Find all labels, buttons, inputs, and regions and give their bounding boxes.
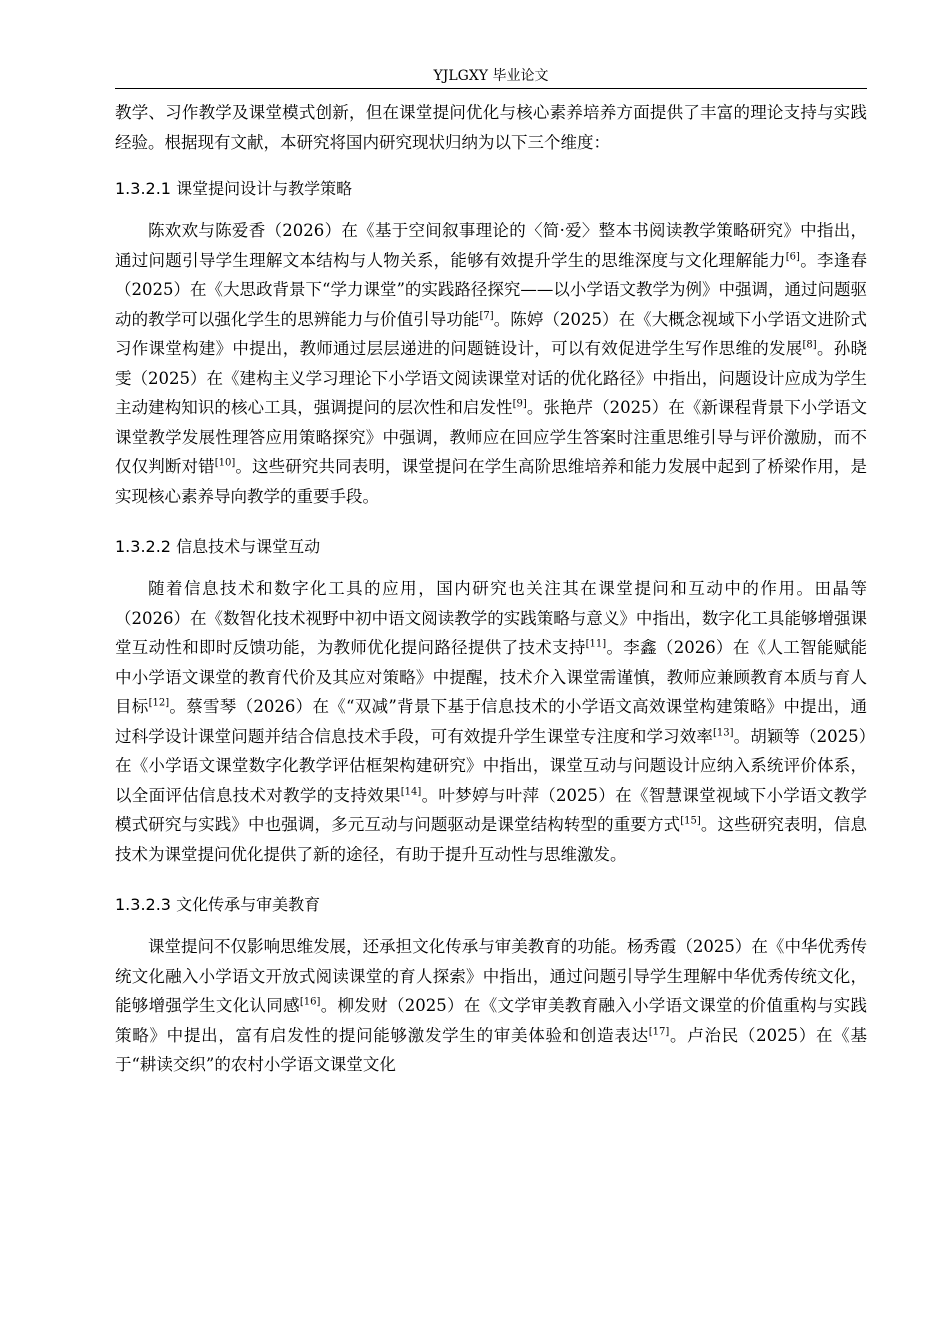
section-heading: 1.3.2.2 信息技术与课堂互动 bbox=[115, 537, 321, 556]
running-header: YJLGXY 毕业论文 bbox=[433, 68, 549, 84]
citation-ref: [10] bbox=[214, 457, 236, 469]
intro-paragraph: 教学、习作教学及课堂模式创新，但在课堂提问优化与核心素养培养方面提供了丰富的理论支持与实践经验。根据现有文献，本研究将国内研究现状归纳为以下三个维度： bbox=[115, 103, 867, 152]
paragraph-text: 。孙晓雯（2025）在《建构主义学习理论下小学语文阅读课堂对话的优化路径》中指出，问题设计应成为学生主动建构知识的核心工具，强调提问的层次性和启发性 bbox=[115, 339, 868, 417]
citation-ref: [7] bbox=[479, 310, 494, 321]
paragraph-text: 随着信息技术和数字化工具的应用，国内研究也关注其在课堂提问和互动中的作用。田晶等（2026）在《数智化技术视野中初中语文阅读教学的实践策略与意义》中指出，数字化工具能够增强课堂互动性和即时反馈功能，为教师优化提问路径提供了技术支持 bbox=[115, 579, 867, 657]
section-paragraph bbox=[115, 574, 867, 869]
citation-ref: [6] bbox=[785, 251, 800, 262]
document-body bbox=[115, 98, 867, 1080]
paragraph-text: 。张艳芹（2025）在《新课程背景下小学语文课堂教学发展性理答应用策略探究》中强调，教师应在回应学生答案时注重思维引导与评价激励，而不仅仅判断对错 bbox=[115, 398, 868, 476]
paragraph-text: 。陈婷（2025）在《大概念视域下小学语文进阶式习作课堂构建》中提出，教师通过层层递进的问题链设计，可以有效促进学生写作思维的发展 bbox=[115, 309, 867, 358]
paragraph-text: 。柳发财（2025）在《文学审美教育融入小学语文课堂的价值重构与实践策略》中提出，富有启发性的提问能够激发学生的审美体验和创造表达 bbox=[115, 996, 868, 1045]
section-paragraph bbox=[115, 932, 867, 1080]
paragraph-text: 。叶梦婷与叶萍（2025）在《智慧课堂视域下小学语文教学模式研究与实践》中也强调，多元互动与问题驱动是课堂结构转型的重要方式 bbox=[115, 785, 867, 834]
paragraph-text: 。卢治民（2025）在《基于“耕读交织”的农村小学语文课堂文化 bbox=[115, 1025, 867, 1074]
paragraph-text: 。李鑫（2026）在《人工智能赋能中小学语文课堂的教育代价及其应对策略》中提醒，技术介入课堂需谨慎，教师应兼顾教育本质与育人目标 bbox=[115, 638, 868, 716]
paragraph-text: 。胡颖等（2025）在《小学语文课堂数字化教学评估框架构建研究》中指出，课堂互动与问题设计应纳入系统评价体系，以全面评估信息技术对教学的支持效果 bbox=[115, 726, 867, 805]
citation-ref: [14] bbox=[400, 786, 422, 797]
paragraph-text: 。这些研究共同表明，课堂提问在学生高阶思维培养和能力发展中起到了桥梁作用，是实现核心素养导向教学的重要手段。 bbox=[115, 457, 868, 506]
section-heading: 1.3.2.3 文化传承与审美教育 bbox=[115, 895, 321, 914]
citation-ref: [17] bbox=[648, 1026, 670, 1037]
citation-ref: [8] bbox=[802, 339, 817, 351]
section-heading: 1.3.2.1 课堂提问设计与教学策略 bbox=[115, 179, 353, 198]
section-paragraph bbox=[115, 216, 867, 511]
header-rule bbox=[115, 88, 867, 89]
paragraph-text: 。蔡雪琴（2026）在《“双减”背景下基于信息技术的小学语文高效课堂构建策略》中提出，通过科学设计课堂问题并结合信息技术手段，可有效提升学生课堂专注度和学习效率 bbox=[115, 697, 867, 746]
citation-ref: [16] bbox=[299, 996, 321, 1008]
citation-ref: [11] bbox=[585, 638, 607, 650]
citation-ref: [15] bbox=[680, 815, 701, 827]
paragraph-text: 课堂提问不仅影响思维发展，还承担文化传承与审美教育的功能。杨秀霞（2025）在《中华优秀传统文化融入小学语文开放式阅读课堂的育人探索》中指出，通过问题引导学生理解中华优秀传统文化，能够增强学生文化认同感 bbox=[115, 937, 867, 1015]
citation-ref: [12] bbox=[148, 697, 170, 709]
paragraph-text: 。李逢春（2025）在《大思政背景下“学力课堂”的实践路径探究——以小学语文教学为例》中强调，通过问题驱动的教学可以强化学生的思辨能力与价值引导功能 bbox=[115, 250, 868, 329]
citation-ref: [9] bbox=[512, 398, 527, 410]
citation-ref: [13] bbox=[712, 727, 734, 738]
paragraph-text: 。这些研究表明，信息技术为课堂提问优化提供了新的途径，有助于提升互动性与思维激发。 bbox=[115, 815, 868, 864]
paragraph-text: 陈欢欢与陈爱香（2026）在《基于空间叙事理论的〈简·爱〉整本书阅读教学策略研究》中指出，通过问题引导学生理解文本结构与人物关系，能够有效提升学生的思维深度与文化理解能力 bbox=[115, 221, 867, 270]
